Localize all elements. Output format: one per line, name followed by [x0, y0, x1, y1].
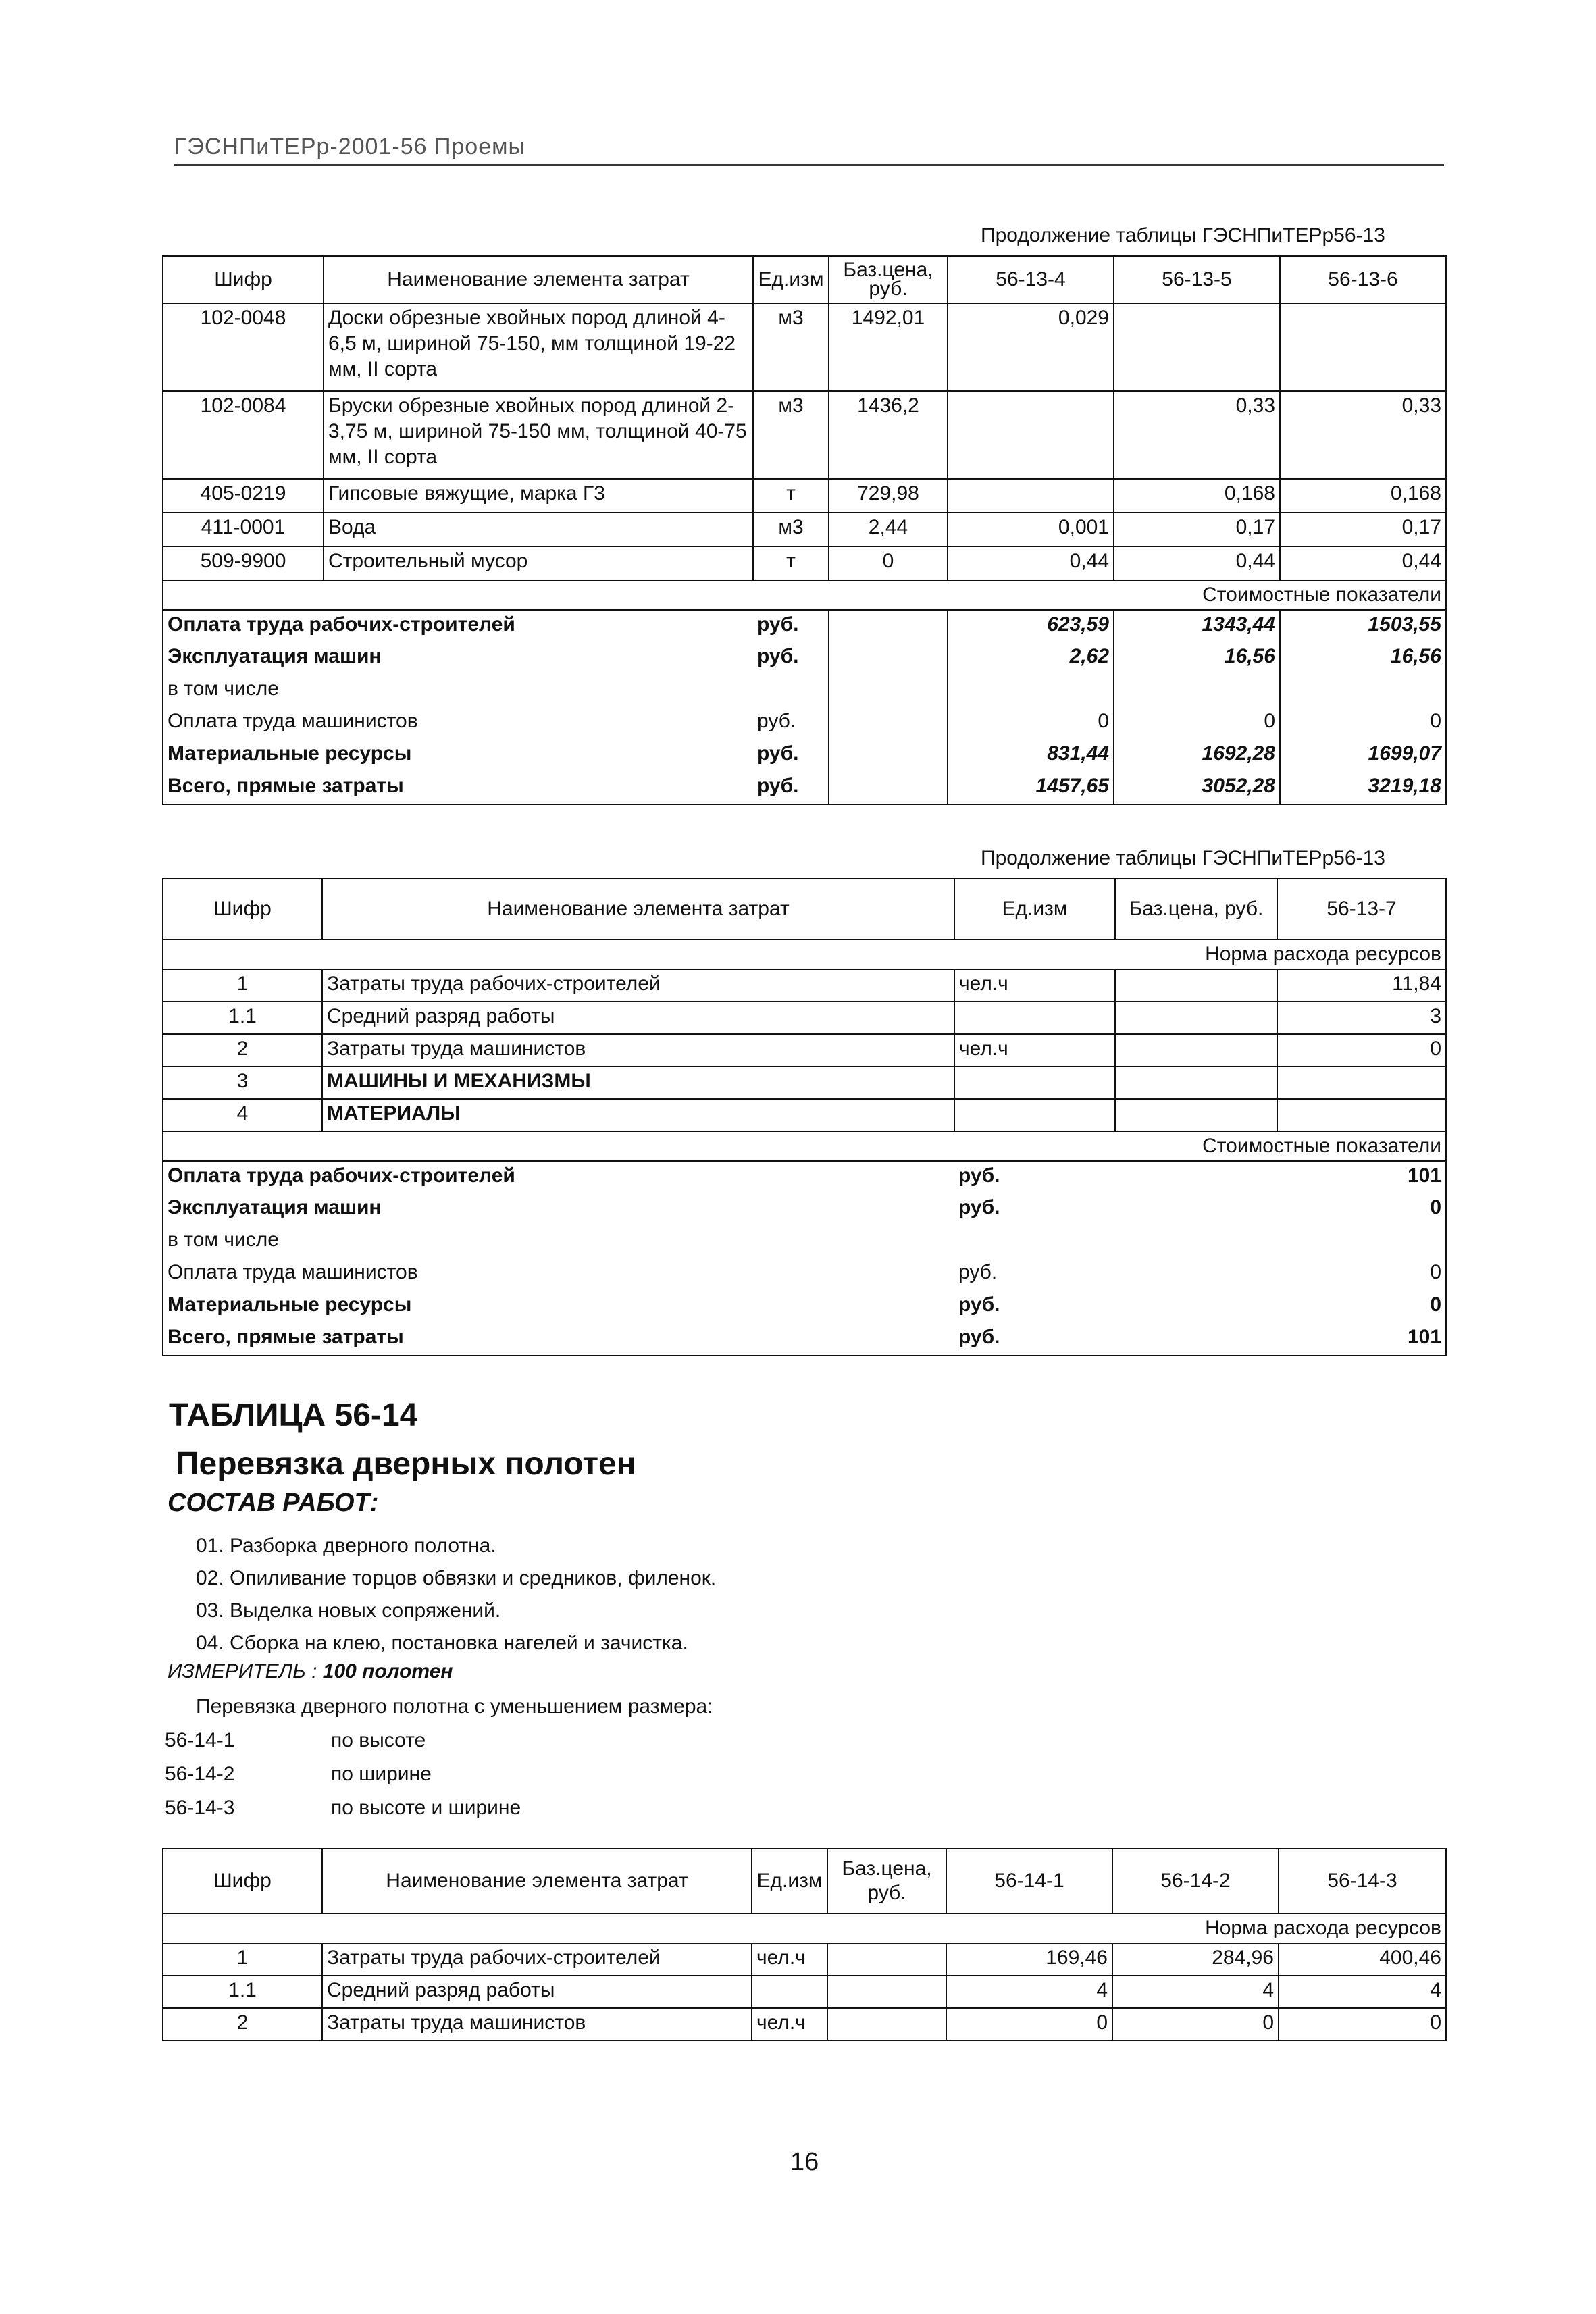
column-header: Наименование элемента затрат: [324, 256, 753, 303]
price-cell: [1115, 1034, 1277, 1066]
table1-caption: Продолжение таблицы ГЭСНПиТЕРр56-13: [981, 224, 1385, 247]
value-cell: [1277, 1099, 1446, 1131]
page-header: ГЭСНПиТЕРр-2001-56 Проемы: [174, 134, 1444, 166]
cost-value-cell: 831,44: [948, 740, 1114, 772]
value-cell: 0: [1279, 2008, 1446, 2040]
value-cell: 3: [1277, 1002, 1446, 1034]
cost-unit-cell: руб.: [753, 707, 829, 740]
cost-value-cell: 101: [1277, 1323, 1446, 1356]
value-cell: 0,001: [948, 513, 1114, 546]
code-cell: 405-0219: [163, 479, 324, 513]
variant-code: 56-14-3: [165, 1797, 235, 1819]
name-cell: МАШИНЫ И МЕХАНИЗМЫ: [322, 1066, 954, 1099]
column-header: Баз.цена, руб.: [829, 256, 948, 303]
cost-label-row: [163, 1131, 1446, 1161]
code-cell: 411-0001: [163, 513, 324, 546]
cost-unit-cell: руб.: [753, 610, 829, 642]
cost-value-cell: 0: [1114, 707, 1280, 740]
cost-unit-cell: руб.: [958, 1293, 1000, 1316]
table2-caption: Продолжение таблицы ГЭСНПиТЕРр56-13: [981, 847, 1385, 869]
cost-row: [163, 1291, 1446, 1323]
column-header: Наименование элемента затрат: [322, 1849, 752, 1913]
name-cell: МАТЕРИАЛЫ: [322, 1099, 954, 1131]
cost-unit-cell: руб.: [954, 1161, 1115, 1193]
cost-row: [163, 1226, 1446, 1258]
code-cell: 102-0048: [163, 303, 324, 391]
cost-value-cell: 1503,55: [1280, 610, 1446, 642]
table1: [162, 255, 1447, 805]
cost-price-cell: [1115, 1323, 1277, 1356]
cost-name-cell: Всего, прямые затраты: [163, 1323, 954, 1356]
cost-value-cell: 101: [1277, 1161, 1446, 1193]
cost-value-cell: 3219,18: [1280, 772, 1446, 804]
cost-value-cell: 1343,44: [1114, 610, 1280, 642]
value-cell: 0,33: [1280, 391, 1446, 479]
cost-name-cell: Оплата труда рабочих-строителей: [163, 1161, 954, 1193]
price-cell: 1436,2: [829, 391, 948, 479]
table-row: [163, 1976, 1446, 2008]
value-cell: 4: [946, 1976, 1112, 2008]
cost-row: [163, 772, 1446, 804]
cost-name-cell: Эксплуатация машин: [163, 1193, 954, 1226]
cost-value-cell: [1277, 1226, 1446, 1258]
cost-value-cell: 0: [948, 707, 1114, 740]
value-cell: 400,46: [1279, 1943, 1446, 1976]
name-cell: Бруски обрезные хвойных пород длиной 2-3,75 м, шириной 75-150 мм, толщиной 40-75 мм, II сорта: [324, 391, 753, 479]
cost-value-cell: 2,62: [948, 642, 1114, 675]
section-subtitle: Перевязка дверных полотен: [176, 1446, 636, 1482]
cost-name-cell: Всего, прямые затраты: [163, 772, 753, 804]
name-cell: Затраты труда рабочих-строителей: [322, 969, 954, 1002]
unit-cell: чел.ч: [752, 1943, 827, 1976]
cost-row: [163, 1258, 1446, 1291]
cost-unit-cell: [954, 1226, 1115, 1258]
cost-value-cell: 16,56: [1280, 642, 1446, 675]
variant-text: по высоте: [331, 1729, 426, 1751]
cost-unit-cell: руб.: [753, 772, 829, 804]
column-header: 56-14-1: [946, 1849, 1112, 1913]
cost-value-cell: 0: [1277, 1258, 1446, 1291]
table-header-row: [163, 1849, 1446, 1913]
norm-label-cell: Норма расхода ресурсов: [163, 1913, 1446, 1943]
cost-price-cell: [1115, 1161, 1277, 1193]
cost-unit-cell: руб.: [958, 1261, 998, 1283]
norm-label-cell: Норма расхода ресурсов: [163, 940, 1446, 969]
cost-row: [163, 707, 1446, 740]
value-cell: 0,029: [948, 303, 1114, 391]
code-cell: 4: [163, 1099, 322, 1131]
cost-value-cell: 0: [1277, 1291, 1446, 1323]
column-header: Баз.цена, руб.: [1115, 879, 1277, 940]
unit-cell: чел.ч: [954, 1034, 1115, 1066]
value-cell: [948, 391, 1114, 479]
value-cell: 0,33: [1114, 391, 1280, 479]
cost-name-cell: в том числе: [163, 1226, 954, 1258]
cost-value-cell: [1280, 675, 1446, 707]
variant-text: по высоте и ширине: [331, 1797, 521, 1819]
cost-row: [163, 1161, 1446, 1193]
cost-row: [163, 1193, 1446, 1226]
variants-intro: Перевязка дверного полотна с уменьшением размера:: [196, 1695, 713, 1718]
column-header: Ед.изм: [954, 879, 1115, 940]
price-cell: [827, 1943, 946, 1976]
column-header: 56-13-6: [1280, 256, 1446, 303]
cost-unit-cell: [753, 675, 829, 707]
value-cell: [1277, 1066, 1446, 1099]
code-cell: 2: [163, 1034, 322, 1066]
price-cell: [1115, 1099, 1277, 1131]
name-cell: Доски обрезные хвойных пород длиной 4-6,5 м, шириной 75-150, мм толщиной 19-22 мм, II сорта: [324, 303, 753, 391]
cost-unit-cell: руб.: [958, 1196, 1000, 1218]
column-header: Шифр: [163, 256, 324, 303]
cost-unit-cell: руб.: [954, 1323, 1115, 1356]
norm-label-row: [163, 1913, 1446, 1943]
price-cell: 2,44: [829, 513, 948, 546]
table-row: [163, 303, 1446, 391]
unit-cell: чел.ч: [752, 2008, 827, 2040]
work-step: 01. Разборка дверного полотна.: [196, 1535, 496, 1557]
price-cell: [827, 1976, 946, 2008]
measurer-label: ИЗМЕРИТЕЛЬ :: [168, 1660, 317, 1682]
cost-row: [163, 642, 1446, 675]
variant-code: 56-14-2: [165, 1763, 235, 1785]
norm-label-row: [163, 940, 1446, 969]
value-cell: 0,17: [1114, 513, 1280, 546]
column-header: Ед.изм: [752, 1849, 827, 1913]
column-header: Ед.изм: [753, 256, 829, 303]
page-number: 16: [790, 2148, 819, 2176]
name-cell: Строительный мусор: [324, 546, 753, 580]
cost-name-cell: Оплата труда рабочих-строителей: [163, 610, 753, 642]
cost-value-cell: [948, 675, 1114, 707]
price-cell: [1115, 969, 1277, 1002]
price-cell: [1115, 1002, 1277, 1034]
code-cell: 509-9900: [163, 546, 324, 580]
table3: [162, 1848, 1447, 2041]
value-cell: [948, 479, 1114, 513]
cost-value-cell: 1692,28: [1114, 740, 1280, 772]
table-row: [163, 1034, 1446, 1066]
table-row: [163, 546, 1446, 580]
cost-price-cell: [829, 707, 948, 740]
price-cell: 729,98: [829, 479, 948, 513]
table-row: [163, 391, 1446, 479]
column-header: 56-14-3: [1279, 1849, 1446, 1913]
cost-name-cell: Оплата труда машинистов: [163, 707, 753, 740]
table-row: [163, 1099, 1446, 1131]
unit-cell: [954, 1002, 1115, 1034]
work-step: 02. Опиливание торцов обвязки и средников, филенок.: [196, 1567, 717, 1589]
cost-value-cell: 623,59: [948, 610, 1114, 642]
cost-row: [163, 610, 1446, 642]
cost-unit-cell: руб.: [753, 642, 829, 675]
table-row: [163, 513, 1446, 546]
column-header: 56-13-5: [1114, 256, 1280, 303]
cost-name-cell: Эксплуатация машин: [163, 642, 753, 675]
table-row: [163, 2008, 1446, 2040]
value-cell: 284,96: [1112, 1943, 1279, 1976]
work-step: 04. Сборка на клею, постановка нагелей и зачистка.: [196, 1632, 688, 1654]
cost-name-cell: Оплата труда машинистов: [163, 1258, 954, 1291]
cost-value-cell: 3052,28: [1114, 772, 1280, 804]
price-cell: [827, 2008, 946, 2040]
column-header: 56-13-4: [948, 256, 1114, 303]
column-header: Шифр: [163, 1849, 322, 1913]
code-cell: 1: [163, 1943, 322, 1976]
value-cell: 0,44: [1280, 546, 1446, 580]
column-header: Баз.цена, руб.: [827, 1849, 946, 1913]
cost-price-cell: [1115, 1193, 1277, 1226]
cost-value-cell: 0: [1280, 707, 1446, 740]
cost-price-cell: [829, 740, 948, 772]
value-cell: 0,168: [1114, 479, 1280, 513]
cost-price-cell: [829, 772, 948, 804]
cost-name-cell: Материальные ресурсы: [163, 1291, 954, 1323]
code-cell: 1: [163, 969, 322, 1002]
code-cell: 1.1: [163, 1976, 322, 2008]
name-cell: Затраты труда рабочих-строителей: [322, 1943, 752, 1976]
cost-value-cell: 16,56: [1114, 642, 1280, 675]
table-row: [163, 1002, 1446, 1034]
column-header: 56-14-2: [1112, 1849, 1279, 1913]
value-cell: 0,44: [1114, 546, 1280, 580]
value-cell: 0,168: [1280, 479, 1446, 513]
cost-value-cell: 1457,65: [948, 772, 1114, 804]
cost-label-row: [163, 580, 1446, 610]
cost-price-cell: [829, 610, 948, 642]
measurer-value: 100 полотен: [322, 1660, 453, 1682]
value-cell: 4: [1112, 1976, 1279, 2008]
name-cell: Затраты труда машинистов: [322, 2008, 752, 2040]
cost-price-cell: [1115, 1291, 1277, 1323]
cost-value-cell: 1699,07: [1280, 740, 1446, 772]
cost-label-cell: Стоимостные показатели: [163, 580, 1446, 610]
value-cell: 4: [1279, 1976, 1446, 2008]
unit-cell: [954, 1099, 1115, 1131]
variant-code: 56-14-1: [165, 1729, 235, 1751]
cost-label-cell: Стоимостные показатели: [163, 1131, 1446, 1161]
name-cell: Гипсовые вяжущие, марка Г3: [324, 479, 753, 513]
name-cell: Вода: [324, 513, 753, 546]
table-row: [163, 969, 1446, 1002]
value-cell: 0: [946, 2008, 1112, 2040]
cost-price-cell: [1115, 1258, 1277, 1291]
value-cell: 169,46: [946, 1943, 1112, 1976]
table-row: [163, 479, 1446, 513]
code-cell: 1.1: [163, 1002, 322, 1034]
variant-text: по ширине: [331, 1763, 432, 1785]
column-header: Наименование элемента затрат: [322, 879, 954, 940]
price-cell: 0: [829, 546, 948, 580]
cost-row: [163, 740, 1446, 772]
value-cell: 11,84: [1277, 969, 1446, 1002]
cost-unit-cell: руб.: [753, 740, 829, 772]
cost-price-cell: [829, 675, 948, 707]
name-cell: Средний разряд работы: [322, 1976, 752, 2008]
unit-cell: чел.ч: [954, 969, 1115, 1002]
cost-price-cell: [829, 642, 948, 675]
value-cell: 0: [1277, 1034, 1446, 1066]
cost-name-cell: в том числе: [163, 675, 753, 707]
column-header: 56-13-7: [1277, 879, 1446, 940]
name-cell: Средний разряд работы: [322, 1002, 954, 1034]
unit-cell: м3: [753, 391, 829, 479]
composition-label: СОСТАВ РАБОТ:: [168, 1489, 379, 1517]
code-cell: 2: [163, 2008, 322, 2040]
unit-cell: т: [753, 546, 829, 580]
cost-value-cell: 0: [1277, 1193, 1446, 1226]
unit-cell: м3: [753, 303, 829, 391]
name-cell: Затраты труда машинистов: [322, 1034, 954, 1066]
unit-cell: [954, 1066, 1115, 1099]
price-cell: 1492,01: [829, 303, 948, 391]
unit-cell: т: [753, 479, 829, 513]
unit-cell: м3: [753, 513, 829, 546]
measurer: [168, 1660, 453, 1683]
value-cell: [1280, 303, 1446, 391]
cost-value-cell: [1114, 675, 1280, 707]
code-cell: 102-0084: [163, 391, 324, 479]
table-row: [163, 1066, 1446, 1099]
cost-name-cell: Материальные ресурсы: [163, 740, 753, 772]
value-cell: 0,44: [948, 546, 1114, 580]
table2: [162, 878, 1447, 1356]
work-step: 03. Выделка новых сопряжений.: [196, 1599, 501, 1622]
table-header-row: [163, 879, 1446, 940]
cost-row: [163, 675, 1446, 707]
table-row: [163, 1943, 1446, 1976]
section-title: ТАБЛИЦА 56-14: [169, 1397, 418, 1433]
value-cell: [1114, 303, 1280, 391]
value-cell: 0: [1112, 2008, 1279, 2040]
unit-cell: [752, 1976, 827, 2008]
cost-row: [163, 1323, 1446, 1356]
column-header: Шифр: [163, 879, 322, 940]
price-cell: [1115, 1066, 1277, 1099]
code-cell: 3: [163, 1066, 322, 1099]
cost-price-cell: [1115, 1226, 1277, 1258]
table-header-row: [163, 256, 1446, 303]
value-cell: 0,17: [1280, 513, 1446, 546]
